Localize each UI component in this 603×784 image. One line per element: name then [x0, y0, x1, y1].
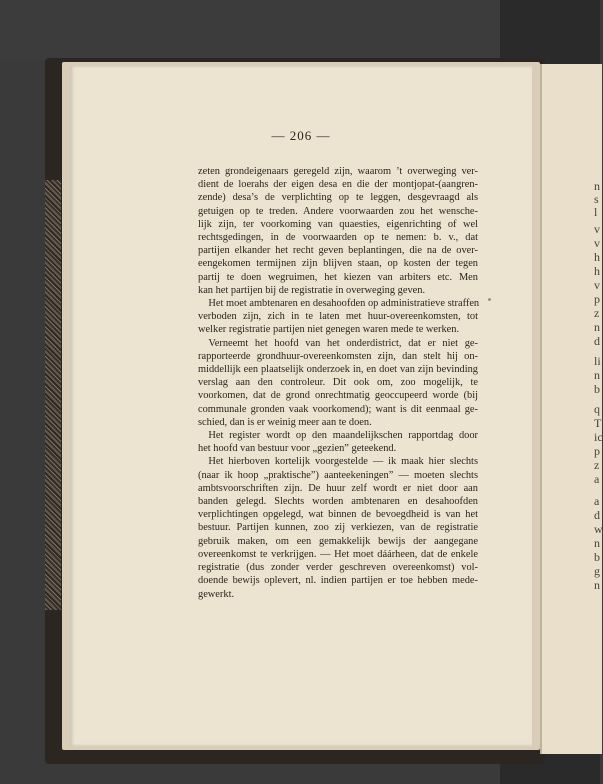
next-page-letter: n — [594, 320, 600, 334]
text-line: eengekomen termijnen zijn blijven staan, op kosten der tegen — [198, 258, 478, 270]
next-page-letter: v — [594, 278, 600, 292]
next-page-letter: ic — [594, 430, 603, 444]
next-page-letter: q — [594, 402, 600, 416]
text-line: verboden zijn, zich in te laten met huur-overeenkomsten, tot — [198, 311, 478, 323]
next-page-letter: n — [594, 578, 600, 592]
next-page-letter: n — [594, 368, 600, 382]
next-page-letter: z — [594, 458, 600, 472]
next-page-letter: v — [594, 236, 600, 250]
text-line: ambtsvoorschriften zijn. De huur zelf wordt er niet door aan — [198, 482, 478, 494]
text-line: rapporteerde grondhuur-overeenkomsten zijn, dan stelt hij on- — [198, 350, 478, 362]
text-line: Het hierboven kortelijk voorgestelde — ik maak hier slechts — [198, 456, 478, 468]
text-line: welker registratie partijen niet genegen waren mede te werken. — [198, 324, 460, 336]
next-page-letter: s — [594, 192, 599, 206]
body-text — [198, 165, 478, 601]
text-line: doende bewijs oplevert, nl. indien partijen er toe hebben mede- — [198, 575, 478, 587]
text-line: Het moet ambtenaren en desahoofden op administratieve straffen — [198, 298, 480, 310]
next-page — [540, 64, 602, 754]
text-line: banden gelegd. Slechts worden ambtenaren en desahoofden — [198, 496, 478, 508]
text-line: lijk zijn, ter voorkoming van quaesties, eigenrichting of wel — [198, 218, 478, 230]
text-line: voorkomen, dat de grond onrechtmatig geoccupeerd worde (bij — [198, 390, 478, 402]
text-line: overeenkomst te verkrijgen. — Het moet dáárheen, dat de enkele — [198, 548, 478, 560]
next-page-letter: d — [594, 334, 600, 348]
text-line: verslag aan den controleur. Dit ook om, zoo mogelijk, te — [198, 377, 478, 389]
next-page-letter: T — [594, 416, 602, 430]
text-line: schied, dan is er weinig meer aan te doen. — [198, 416, 372, 428]
next-page-letter: a — [594, 472, 600, 486]
text-line: partij te doen wegruimen, het kiezen van arbiters etc. Men — [198, 271, 478, 283]
next-page-letter: z — [594, 306, 600, 320]
text-line: het hoofd van bestuur voor „gezien” geteekend. — [198, 443, 397, 455]
text-line: gewerkt. — [198, 588, 235, 600]
next-page-letter: a — [594, 494, 600, 508]
text-line: getuigen op te treden. Andere voorwaarden zou het wensche- — [198, 205, 478, 217]
next-page-letter: b — [594, 550, 600, 564]
text-line: (naar ik hoop „praktische”) aanteekeningen” — moeten slechts — [198, 469, 478, 481]
next-page-letter: n — [594, 536, 600, 550]
next-page-letter: v — [594, 222, 600, 236]
text-line: verplichtingen opgelegd, wat binnen de bevoegdheid is van het — [198, 509, 478, 521]
book-spine — [45, 180, 61, 610]
text-line: dient de loerahs der eigen desa en die der montjopat-(aangren- — [198, 179, 478, 191]
next-page-letter: g — [594, 564, 600, 578]
text-line: gebruik maken, om een gemakkelijk bewijs der aangegane — [198, 535, 478, 547]
next-page-letter: b — [594, 382, 600, 396]
text-line: partijen elkander het recht geven beplantingen, die na de over- — [198, 245, 478, 257]
next-page-letter: h — [594, 264, 600, 278]
text-line: bestuur. Partijen kunnen, zoo zij verkiezen, van de registratie — [198, 522, 478, 534]
text-line: rechtsgedingen, in de voorwaarden op te nemen: b. v., dat — [198, 232, 478, 244]
page-speck — [488, 298, 491, 301]
next-page-letter: li — [594, 354, 601, 368]
text-line: communale gronden vaak voorkomend); want is dit eenmaal ge- — [198, 403, 478, 415]
next-page-letter: w — [594, 522, 603, 536]
text-line: registratie (dus zonder verder geschreven overeenkomst) vol- — [198, 562, 478, 574]
next-page-letter: p — [594, 292, 600, 306]
next-page-letter: l — [594, 205, 598, 219]
page-number: — 206 — — [271, 128, 331, 143]
text-line: Het register wordt op den maandelijkschen rapportdag door — [198, 430, 478, 442]
text-line: kan het partijen bij de registratie in overweging geven. — [198, 284, 426, 296]
next-page-letter: p — [594, 444, 600, 458]
next-page-letter: n — [594, 179, 600, 193]
next-page-letter: d — [594, 508, 600, 522]
text-line: zeten grondeigenaars geregeld zijn, waarom ’t overweging ver- — [198, 166, 478, 177]
text-line: Verneemt het hoofd van het onderdistrict, dat er niet ge- — [198, 337, 478, 349]
next-page-letter: h — [594, 250, 600, 264]
text-line: zende) desa’s de verplichting op te leggen, desgevraagd als — [198, 192, 478, 204]
text-line: middellijk een plaatselijk onderzoek in, en doet van zijn bevinding — [198, 364, 478, 376]
